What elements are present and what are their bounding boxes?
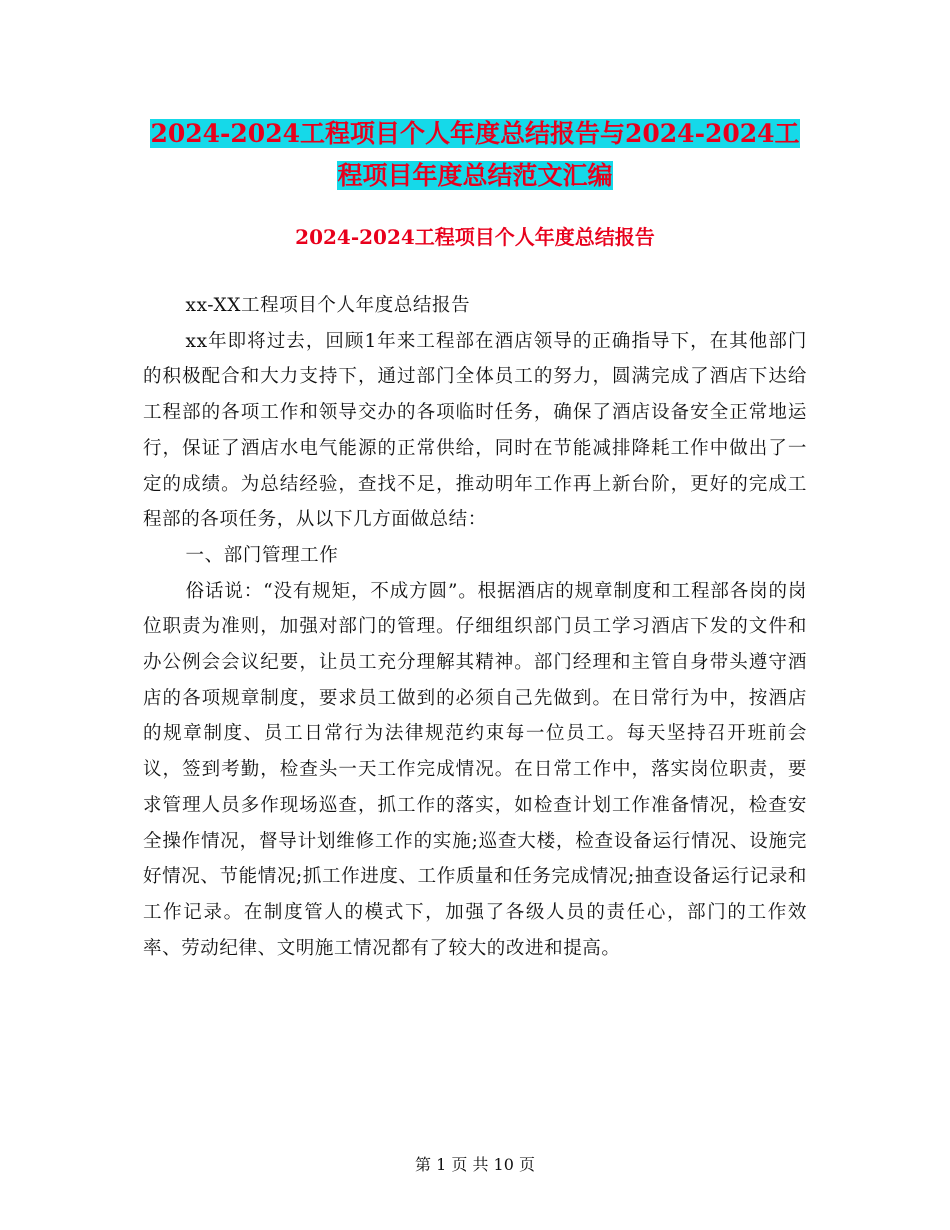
- report-heading-paragraph: xx-XX工程项目个人年度总结报告: [185, 295, 471, 316]
- intro-paragraph: xx年即将过去，回顾1年来工程部在酒店领导的正确指导下，在其他部门的积极配合和大力支持下，通过部门全体员工的努力，圆满完成了酒店下达给工程部的各项工作和领导交办的各项临时任务，确保了酒店设备安全正常地运行，保证了酒店水电气能源的正常供给，同时在节能减排降耗工作中做出了一定的成绩。为总结经验，查找不足，推动明年工作再上新台阶，更好的完成工程部的各项任务，从以下几方面做总结：: [143, 330, 807, 531]
- document-title-line-2: [140, 152, 810, 200]
- document-title-line-1: [140, 110, 810, 158]
- title-highlight-1: 2024-2024工程项目个人年度总结报告与2024-2024工: [150, 119, 800, 148]
- title-highlight-2: 程项目年度总结范文汇编: [337, 161, 613, 190]
- management-paragraph: 俗话说：“没有规矩，不成方圆”。根据酒店的规章制度和工程部各岗的岗位职责为准则，加强对部门的管理。仔细组织部门员工学习酒店下发的文件和办公例会会议纪要，让员工充分理解其精神。部门经理和主管自身带头遵守酒店的各项规章制度，要求员工做到的必须自己先做到。在日常行为中，按酒店的规章制度、员工日常行为法律规范约束每一位员工。每天坚持召开班前会议，签到考勤，检查头一天工作完成情况。在日常工作中，落实岗位职责，要求管理人员多作现场巡查，抓工作的落实，如检查计划工作准备情况，检查安全操作情况，督导计划维修工作的实施;巡查大楼，检查设备运行情况、设施完好情况、节能情况;抓工作进度、工作质量和任务完成情况;抽查设备运行记录和工作记录。在制度管人的模式下，加强了各级人员的责任心，部门的工作效率、劳动纪律、文明施工情况都有了较大的改进和提高。: [143, 580, 807, 959]
- body-text: [143, 288, 807, 966]
- section-subtitle: 2024-2024工程项目个人年度总结报告: [295, 225, 655, 249]
- page-footer: 第 1 页 共 10 页: [415, 1155, 535, 1174]
- section-heading-paragraph: 一、部门管理工作: [185, 544, 339, 566]
